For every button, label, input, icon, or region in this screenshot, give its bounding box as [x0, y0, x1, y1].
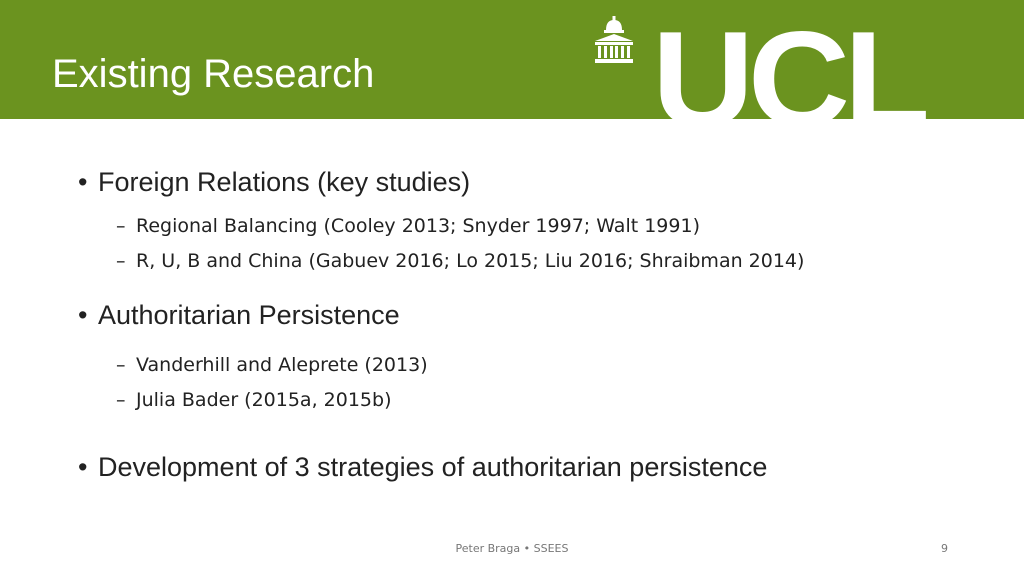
bullet-marker: • [78, 300, 88, 330]
dash-marker: – [116, 389, 126, 411]
slide-title: Existing Research [52, 52, 375, 96]
sub-bullet-item [116, 252, 804, 271]
ucl-logo-text: UCL [652, 3, 924, 155]
dash-marker: – [116, 354, 126, 376]
footer-author: Peter Braga • SSEES [455, 542, 569, 555]
bullet-item [78, 169, 470, 196]
dash-marker: – [116, 215, 126, 237]
slide-number: 9 [941, 542, 948, 555]
sub-bullet-text: Julia Bader (2015a, 2015b) [136, 389, 392, 411]
dash-marker: – [116, 250, 126, 272]
sub-bullet-item [116, 217, 700, 236]
sub-bullet-item [116, 391, 391, 410]
sub-bullet-text: Vanderhill and Aleprete (2013) [136, 354, 428, 376]
bullet-marker: • [78, 167, 88, 197]
sub-bullet-text: Regional Balancing (Cooley 2013; Snyder 1997; Walt 1991) [136, 215, 700, 237]
bullet-text: Foreign Relations (key studies) [98, 167, 471, 197]
sub-bullet-item [116, 356, 428, 375]
bullet-marker: • [78, 452, 88, 482]
bullet-text: Authoritarian Persistence [98, 300, 400, 330]
bullet-item [78, 454, 767, 481]
bullet-text: Development of 3 strategies of authoritarian persistence [98, 452, 768, 482]
bullet-item [78, 302, 400, 329]
sub-bullet-text: R, U, B and China (Gabuev 2016; Lo 2015; Liu 2016; Shraibman 2014) [136, 250, 805, 272]
slide-footer [0, 543, 1024, 557]
